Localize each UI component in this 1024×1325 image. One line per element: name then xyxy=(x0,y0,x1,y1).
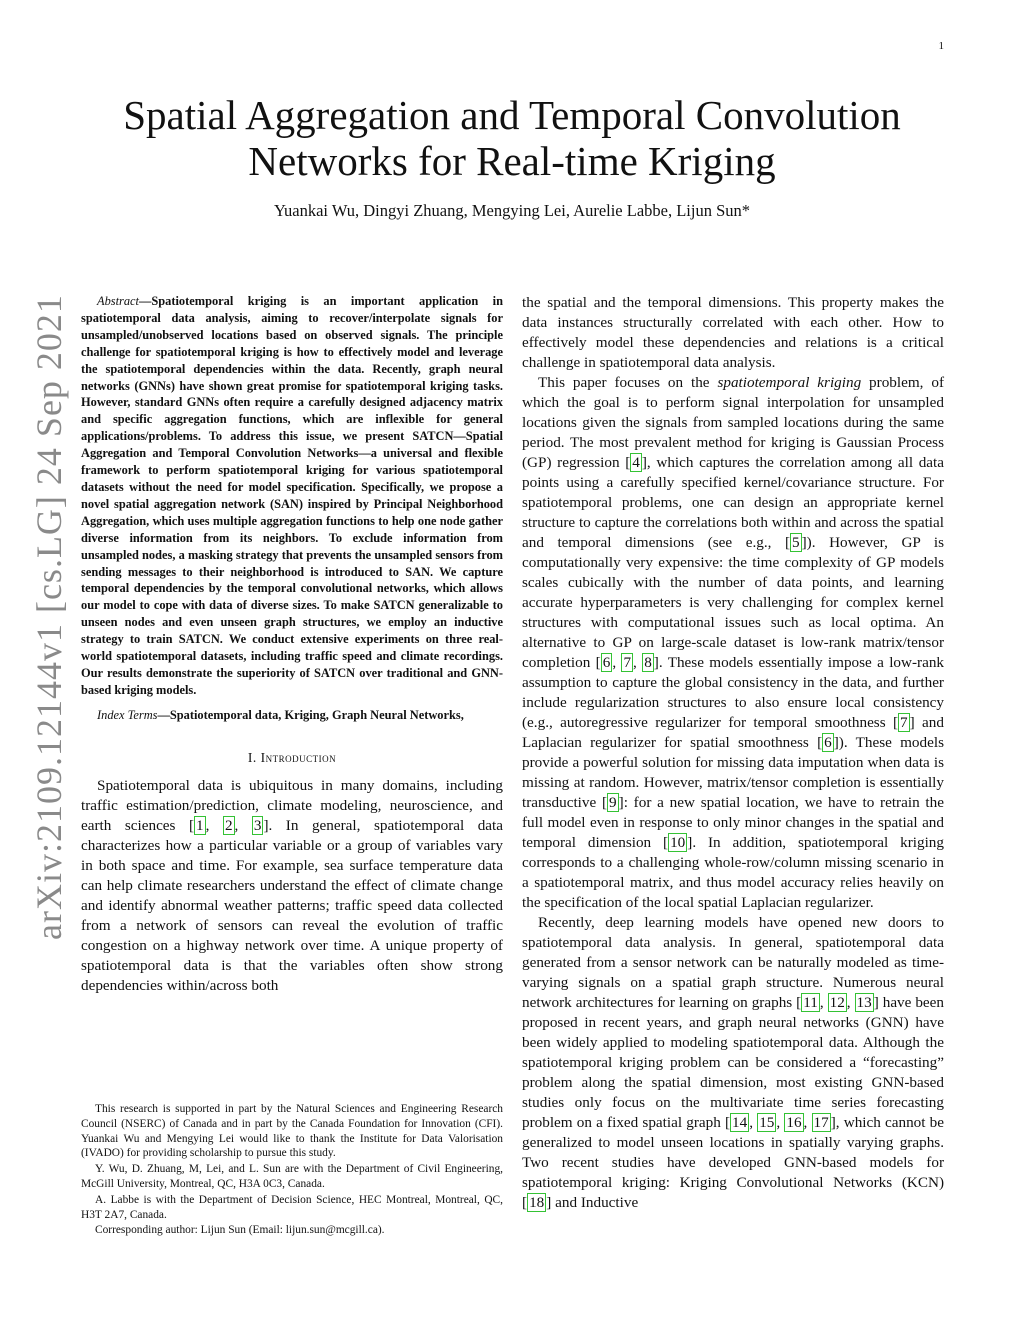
intro-paragraph-2: This paper focuses on the spatiotemporal kriging problem, of which the goal is to perform signal interpolation for unsampled locations given the signals from sampled locations during the same period. The most prevalent method for kriging is Gaussian Process (GP) regression [ 4 ], which captures the correlation among all data points using a carefully specified kernel/covariance structure. For spatiotemporal problems, one can design an appropriate kernel structure to capture the correlations both within and across the spatial and temporal dimensions (see e.g., [ 5 ]). However, GP is computationally very expensive: the time complexity of GP models scales cubically with the number of data points, and learning accurate hyperparameters is very challenging for complex kernel structures with computational issues such as local optima. An alternative to GP on large-scale dataset is low-rank matrix/tensor completion [ 6 , 7 , 8 ]. These models essentially impose a low-rank assumption to capture the global consistency in the data, and further include regularization structures to also ensure local consistency (e.g., autoregressive regularizer for temporal smoothness [ 7 ] and Laplacian regularizer for spatial smoothness [ 6 ]). These models provide a powerful solution for missing data imputation when data is missing at random. However, matrix/tensor completion is essentially transductive [ 9 ]: for a new spatial location, we have to retrain the full model even in response to only minor changes in the spatial and temporal dimension [ 10 ]. In addition, spatiotemporal kriging corresponds to a challenging whole-row/column missing scenario in a spatiotemporal matrix, and thus model accuracy relies heavily on the specification of the local spatial Laplacian regularizer. xyxy=(522,374,945,911)
footnote-funding: This research is supported in part by the Natural Sciences and Engineering Research Council (NSERC) of Canada and in part by the Canada Foundation for Innovation (CFI). Yuankai Wu and Mengying Lei would like to thank the Institute for Data Valorisation (IVADO) for providing scholarship to pursue this study. xyxy=(81,1103,503,1160)
title-line-1: Spatial Aggregation and Temporal Convolution xyxy=(123,92,901,138)
intro-paragraph-continued: the spatial and the temporal dimensions. This property makes the data instances structurally correlated with each other. How to effectively model these dependencies and relations is a critical challenge in spatiotemporal data analysis. xyxy=(522,294,944,371)
section-heading-introduction: I. Introduction xyxy=(247,749,337,765)
index-terms-text: —Spatiotemporal data, Kriging, Graph Neural Networks, xyxy=(157,707,464,722)
citation-link[interactable]: 13 xyxy=(856,994,872,1011)
citation-link[interactable]: 16 xyxy=(786,1114,802,1131)
citation-link[interactable]: 14 xyxy=(732,1114,748,1131)
citation-link[interactable]: 1 xyxy=(196,816,204,834)
citation-link[interactable]: 6 xyxy=(602,654,611,671)
page-number: 1 xyxy=(938,40,944,52)
citation-link[interactable]: 3 xyxy=(253,816,262,834)
citation-link[interactable]: 9 xyxy=(609,794,617,811)
citation-link[interactable]: 8 xyxy=(644,654,652,671)
footnote-corresponding-author: Corresponding author: Lijun Sun (Email: lijun.sun@mcgill.ca). xyxy=(95,1224,385,1237)
index-terms xyxy=(81,707,503,724)
citation-link[interactable]: 5 xyxy=(792,534,800,551)
footnote-affiliation-hec: A. Labbe is with the Department of Decision Science, HEC Montreal, Montreal, QC, H3T 2A7, Canada. xyxy=(81,1193,503,1221)
paper-title xyxy=(90,92,934,184)
citation-link[interactable]: 15 xyxy=(759,1114,775,1131)
arxiv-stamp: arXiv:2109.12144v1 [cs.LG] 24 Sep 2021 xyxy=(29,294,69,940)
citation-link[interactable]: 6 xyxy=(824,734,832,751)
citation-link[interactable]: 12 xyxy=(829,994,845,1011)
author-list: Yuankai Wu, Dingyi Zhuang, Mengying Lei, Aurelie Labbe, Lijun Sun* xyxy=(273,201,751,220)
citation-link[interactable]: 7 xyxy=(900,714,908,731)
citation-link[interactable]: 4 xyxy=(632,454,640,471)
footnote-affiliation-mcgill: Y. Wu, D. Zhuang, M, Lei, and L. Sun are with the Department of Civil Engineering, McGill University, Montreal, QC, H3A 0C3, Canada. xyxy=(81,1163,503,1190)
citation-link[interactable]: 18 xyxy=(529,1194,545,1211)
citation-link[interactable]: 2 xyxy=(224,816,233,834)
index-terms-lead: Index Terms xyxy=(97,707,158,722)
citation-link[interactable]: 10 xyxy=(670,834,686,851)
citation-link[interactable]: 17 xyxy=(813,1114,829,1131)
abstract xyxy=(81,293,503,699)
abstract-lead: Abstract xyxy=(97,294,139,308)
title-line-2: Networks for Real-time Kriging xyxy=(248,138,776,184)
citation-link[interactable]: 11 xyxy=(803,994,818,1011)
left-column xyxy=(81,293,503,996)
footnotes xyxy=(81,1102,503,1239)
abstract-text: —Spatiotemporal kriging is an important application in spatiotemporal data analysis, aiming to recover/interpolate signals for unsampled/unobserved locations based on observed signals. The principle challenge for spatiotemporal kriging is how to effectively model and leverage the spatiotemporal dependencies within the data. Recently, graph neural networks (GNNs) have shown great promise for spatiotemporal kriging tasks. However, standard GNNs often require a carefully designed adjacency matrix and specific aggregation functions, which are inflexible for general applications/problems. To address this issue, we present SATCN—Spatial Aggregation and Temporal Convolution Networks—a universal and flexible framework to perform spatiotemporal kriging for various spatiotemporal datasets without the need for model specification. Specifically, we propose a novel spatial aggregation network (SAN) inspired by Principal Neighborhood Aggregation, which uses multiple aggregation functions to help one node gather diverse information from its neighbors. To exclude information from unsampled nodes, a masking strategy that prevents the unsampled sensors from sending messages to their neighborhood is introduced to SAN. We capture temporal dependencies by the temporal convolutional networks, which allows our model to cope with data of diverse sizes. To make SATCN generalizable to unseen nodes and even unseen graph structures, we employ an inductive strategy to train SATCN. We conduct extensive experiments on three real-world spatiotemporal datasets, including traffic speed and climate recordings. Our results demonstrate the superiority of SATCN over traditional and GNN-based kriging models. xyxy=(81,294,503,697)
intro-paragraph-3: Recently, deep learning models have opened new doors to spatiotemporal data analysis. In general, spatiotemporal data generated from a sensor network can be naturally modeled as time-varying signals on a spatial graph structure. Numerous neural network architectures for learning on graphs [ 11 , 12 , 13 ] have been proposed in recent years, and graph neural networks (GNN) have been widely applied to modeling spatiotemporal data. Although the spatiotemporal kriging problem can be considered a “forecasting” problem along the spatial dimension, most existing GNN-based studies only focus on the multivariate time series forecasting problem on a fixed spatial graph [ 14 , 15 , 16 , 17 ], which cannot be generalized to model unseen locations in spatially varying graphs. Two recent studies have developed GNN-based models for spatiotemporal kriging: Kriging Convolutional Networks (KCN) [ 18 ] and Inductive xyxy=(522,914,945,1211)
citation-link[interactable]: 7 xyxy=(623,654,632,671)
right-column xyxy=(522,293,944,1213)
emphasis-term: spatiotemporal kriging xyxy=(717,374,862,391)
intro-paragraph-1: Spatiotemporal data is ubiquitous in many domains, including traffic estimation/prediction, climate modeling, neuroscience, and earth sciences [ 1 , 2 , 3 ]. In general, spatiotemporal data characterizes how a particular variable or a group of variables vary in both space and time. For example, sea surface temperature data can help climate researchers understand the effect of climate change and identify abnormal weather patterns; traffic speed data collected from a network of sensors can reveal the evolution of traffic congestion on a highway network over time. A unique property of spatiotemporal data is that the variables often show strong dependencies within/across both xyxy=(81,776,504,994)
